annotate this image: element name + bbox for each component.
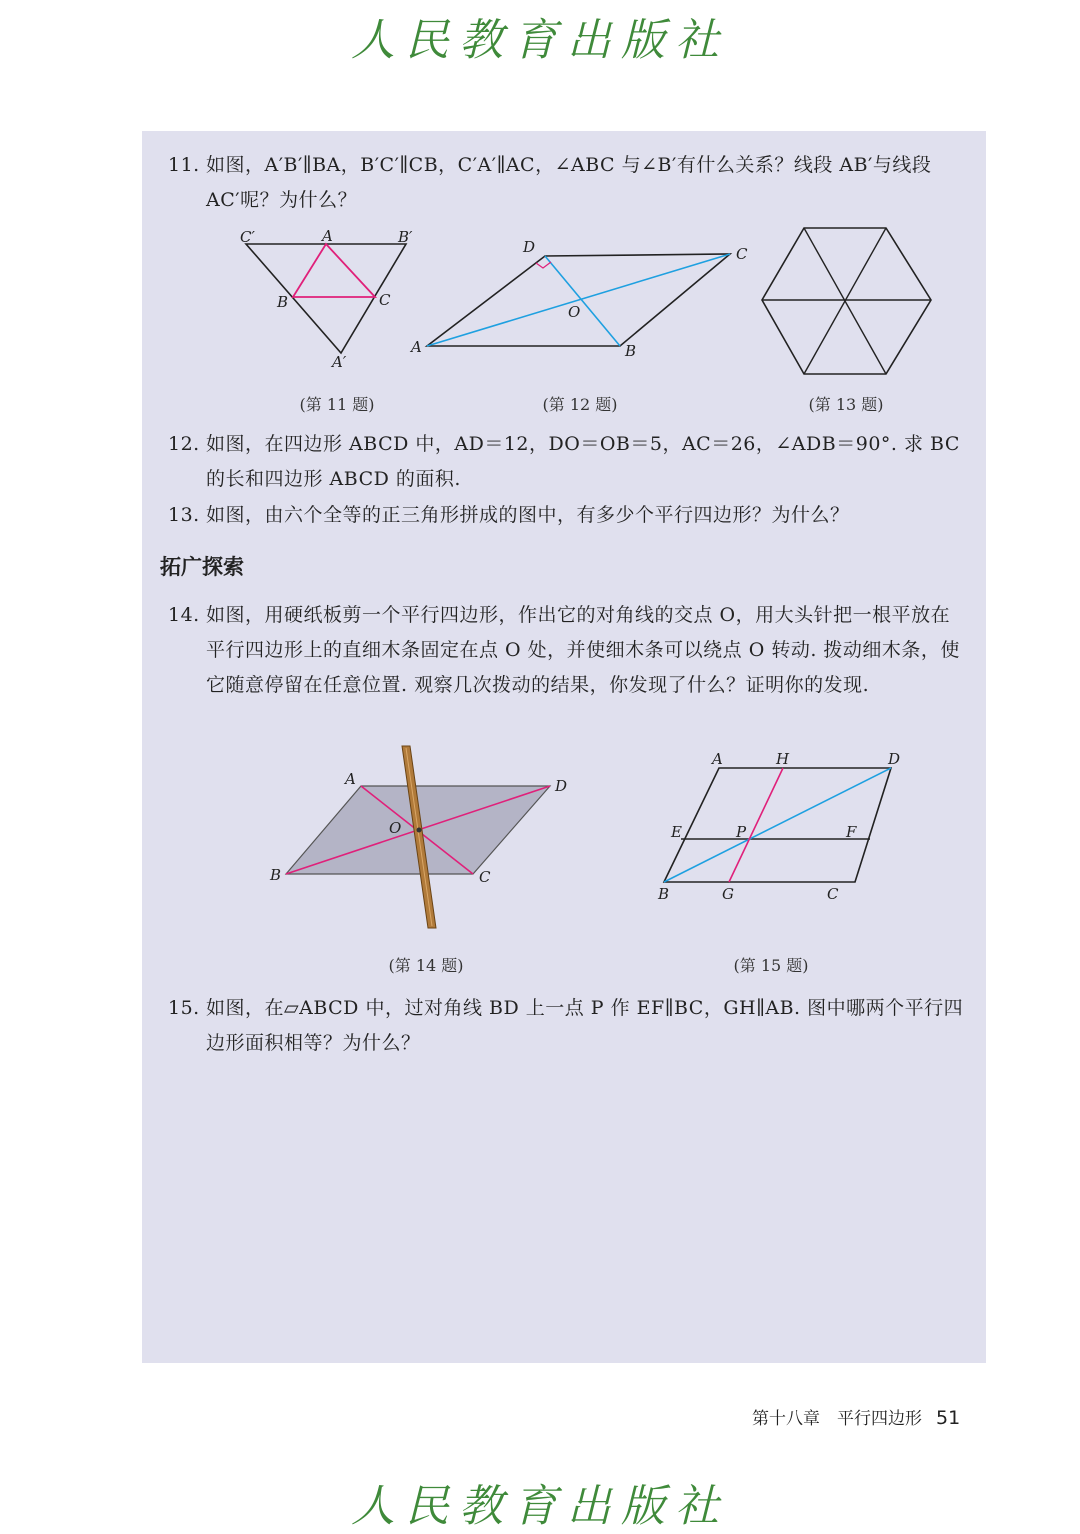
label-a: A <box>712 750 723 768</box>
publisher-watermark-bottom: 人民教育出版社 <box>351 1481 729 1532</box>
question-text: 如图，用硬纸板剪一个平行四边形，作出它的对角线的交点 O，用大头针把一根平放在平行四边形上的直细木条固定在点 O 处，并使细木条可以绕点 O 转动. 拨动细木条，使它随意停留在任意位置. 观察几次拨动的结果，你发现了什么？证明你的发现. <box>206 604 960 696</box>
label-c-prime: C′ <box>240 228 255 246</box>
label-g: G <box>722 885 734 903</box>
label-b: B <box>277 293 289 311</box>
caption-figure-13: (第 13 题) <box>808 395 884 414</box>
section-title: 拓广探索 <box>160 555 244 579</box>
label-c: C <box>379 291 391 309</box>
label-p: P <box>736 823 747 841</box>
question-number: 14. <box>168 604 200 626</box>
label-a: A <box>322 227 333 245</box>
question-number: 15. <box>168 997 200 1019</box>
caption-figure-12: (第 12 题) <box>542 395 618 414</box>
label-e: E <box>671 823 682 841</box>
question-number: 11. <box>168 154 200 176</box>
question-15 <box>168 991 968 1061</box>
question-text: 如图，在▱ABCD 中，过对角线 BD 上一点 P 作 EF∥BC，GH∥AB. 图中哪两个平行四边形面积相等？为什么？ <box>206 997 964 1054</box>
label-a-prime: A′ <box>332 353 347 371</box>
caption-figure-14: (第 14 题) <box>388 956 464 975</box>
question-number: 12. <box>168 433 200 455</box>
label-d: D <box>555 777 568 795</box>
question-11 <box>168 148 968 218</box>
label-c: C <box>827 885 839 903</box>
chapter-title: 第十八章 平行四边形 <box>752 1409 922 1429</box>
label-h: H <box>776 750 790 768</box>
label-b-prime: B′ <box>398 228 413 246</box>
label-d: D <box>523 238 536 256</box>
question-12 <box>168 427 968 497</box>
figure-11-triangles <box>236 228 426 378</box>
caption-figure-11: (第 11 题) <box>299 395 375 414</box>
page-footer <box>752 1404 960 1429</box>
question-text: 如图，由六个全等的正三角形拼成的图中，有多少个平行四边形？为什么？ <box>206 504 850 526</box>
label-b: B <box>658 885 670 903</box>
label-o: O <box>568 303 581 321</box>
label-f: F <box>846 823 857 841</box>
page-number: 51 <box>936 1407 961 1429</box>
publisher-watermark-top: 人民教育出版社 <box>351 15 729 66</box>
question-text: 如图，在四边形 ABCD 中，AD＝12，DO＝OB＝5，AC＝26，∠ADB＝90°. 求 BC 的长和四边形 ABCD 的面积. <box>206 433 960 490</box>
label-b: B <box>270 866 282 884</box>
question-text: 如图，A′B′∥BA，B′C′∥CB，C′A′∥AC，∠ABC 与∠B′有什么关系？线段 AB′与线段 AC′呢？为什么？ <box>206 154 932 211</box>
label-a: A <box>345 770 356 788</box>
question-number: 13. <box>168 504 200 526</box>
figure-15-parallelogram <box>655 748 915 908</box>
label-a: A <box>411 338 422 356</box>
label-b: B <box>625 342 637 360</box>
figure-14-cardboard <box>268 742 578 937</box>
caption-figure-15: (第 15 题) <box>733 956 809 975</box>
label-c: C <box>479 868 491 886</box>
label-c: C <box>736 245 748 263</box>
figure-12-quadrilateral <box>405 236 755 366</box>
question-13 <box>168 498 968 533</box>
question-14 <box>168 598 968 703</box>
label-d: D <box>888 750 901 768</box>
figure-13-hexagon <box>758 224 938 379</box>
label-o: O <box>389 819 402 837</box>
